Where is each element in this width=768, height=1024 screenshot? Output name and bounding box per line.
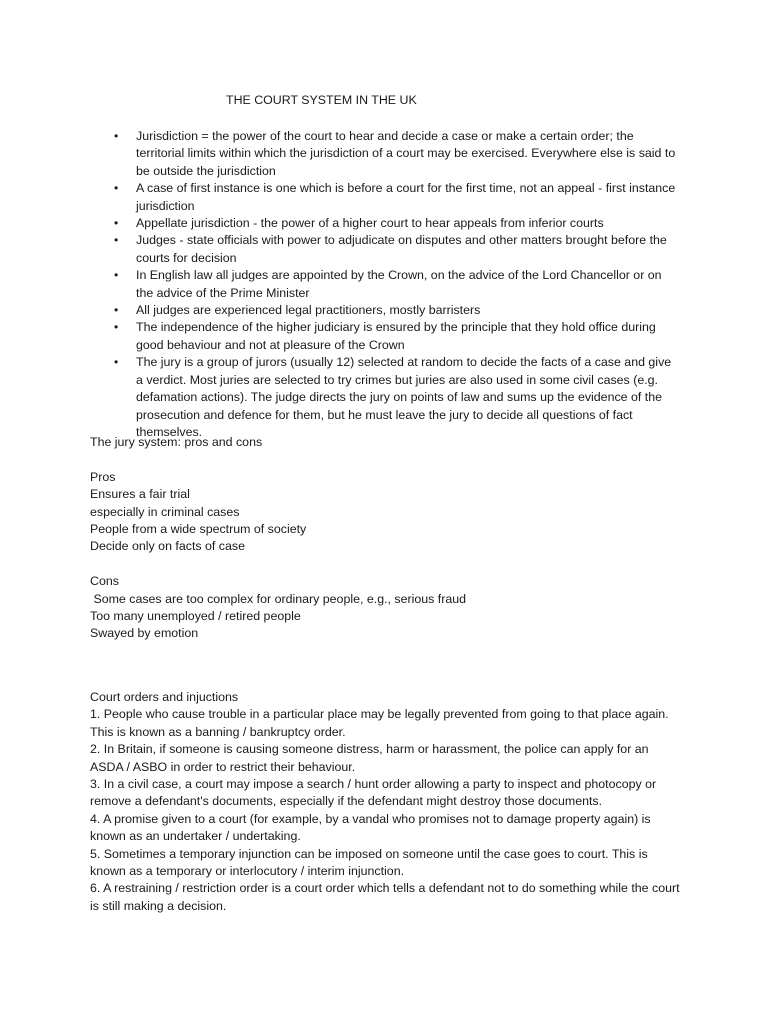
bullet-item (110, 319, 680, 354)
bullet-dot-icon: • (114, 216, 119, 231)
bullet-dot-icon: • (114, 181, 119, 196)
bullet-text: The independence of the higher judiciary is ensured by the principle that they hold office during good behaviour and not at pleasure of the Crown (136, 320, 656, 352)
bullet-dot-icon: • (114, 355, 119, 370)
bullet-item (110, 354, 680, 441)
bullet-text: Judges - state officials with power to adjudicate on disputes and other matters brought before the courts for decision (136, 233, 667, 265)
cons-item: Some cases are too complex for ordinary people, e.g., serious fraud (90, 591, 467, 606)
cons-heading: Cons (90, 574, 119, 589)
jury-section (90, 434, 690, 660)
order-item: 6. A restraining / restriction order is a court order which tells a defendant not to do something while the court is still making a decision. (90, 881, 680, 913)
bullet-item (110, 302, 680, 319)
bullet-item (110, 128, 680, 180)
bullet-list (110, 128, 680, 441)
order-item: 2. In Britain, if someone is causing someone distress, harm or harassment, the police can apply for an ASDA / ASBO in order to restrict their behaviour. (90, 742, 649, 774)
bullet-text: All judges are experienced legal practitioners, mostly barristers (136, 303, 481, 318)
order-item: 3. In a civil case, a court may impose a search / hunt order allowing a party to inspect and photocopy or remove a defendant's documents, especially if the defendant might destroy those documents. (90, 777, 657, 809)
pros-item: People from a wide spectrum of society (90, 522, 307, 537)
page-title: THE COURT SYSTEM IN THE UK (226, 93, 417, 107)
pros-item: Ensures a fair trial (90, 487, 190, 502)
cons-item: Too many unemployed / retired people (90, 609, 301, 624)
bullet-text: A case of first instance is one which is before a court for the first time, not an appeal - first instance jurisdiction (136, 181, 676, 213)
cons-item: Swayed by emotion (90, 626, 199, 641)
bullet-dot-icon: • (114, 303, 119, 318)
pros-heading: Pros (90, 469, 116, 484)
bullet-dot-icon: • (114, 129, 119, 143)
bullet-text: Jurisdiction = the power of the court to hear and decide a case or make a certain order; the territorial limits within which the jurisdiction of a court may be exercised. Everywhere else is said to be outside the jurisdiction (136, 129, 676, 178)
bullet-dot-icon: • (114, 268, 119, 283)
bullet-dot-icon: • (114, 320, 119, 335)
bullet-text: The jury is a group of jurors (usually 12) selected at random to decide the facts of a case and give a verdict. Most juries are selected to try crimes but juries are also used in some civil cases (e.g. defamation actions). The judge directs the jury on points of law and sums up the evidence of the prosecution and defence for them, but he must leave the jury to decide all questions of fact themselves. (136, 355, 672, 439)
bullet-text: Appellate jurisdiction - the power of a higher court to hear appeals from inferior courts (136, 216, 604, 231)
bullet-item (110, 180, 680, 215)
order-item: 4. A promise given to a court (for example, by a vandal who promises not to damage property again) is known as an undertaker / undertaking. (90, 811, 651, 844)
order-item: 1. People who cause trouble in a particular place may be legally prevented from going to that place again. This is known as a banning / bankruptcy order. (90, 707, 669, 739)
bullet-item (110, 232, 680, 267)
orders-heading: Court orders and injuctions (90, 690, 239, 704)
jury-heading: The jury system: pros and cons (90, 435, 263, 449)
bullet-text: In English law all judges are appointed by the Crown, on the advice of the Lord Chancellor or on the advice of the Prime Minister (136, 268, 662, 300)
bullet-item (110, 215, 680, 232)
orders-section (90, 689, 680, 915)
pros-item: Decide only on facts of case (90, 539, 245, 554)
pros-item: especially in criminal cases (90, 504, 240, 519)
order-item: 5. Sometimes a temporary injunction can be imposed on someone until the case goes to court. This is known as a temporary or interlocutory / interim injunction. (90, 846, 648, 879)
bullet-item (110, 267, 680, 302)
bullet-dot-icon: • (114, 233, 119, 248)
